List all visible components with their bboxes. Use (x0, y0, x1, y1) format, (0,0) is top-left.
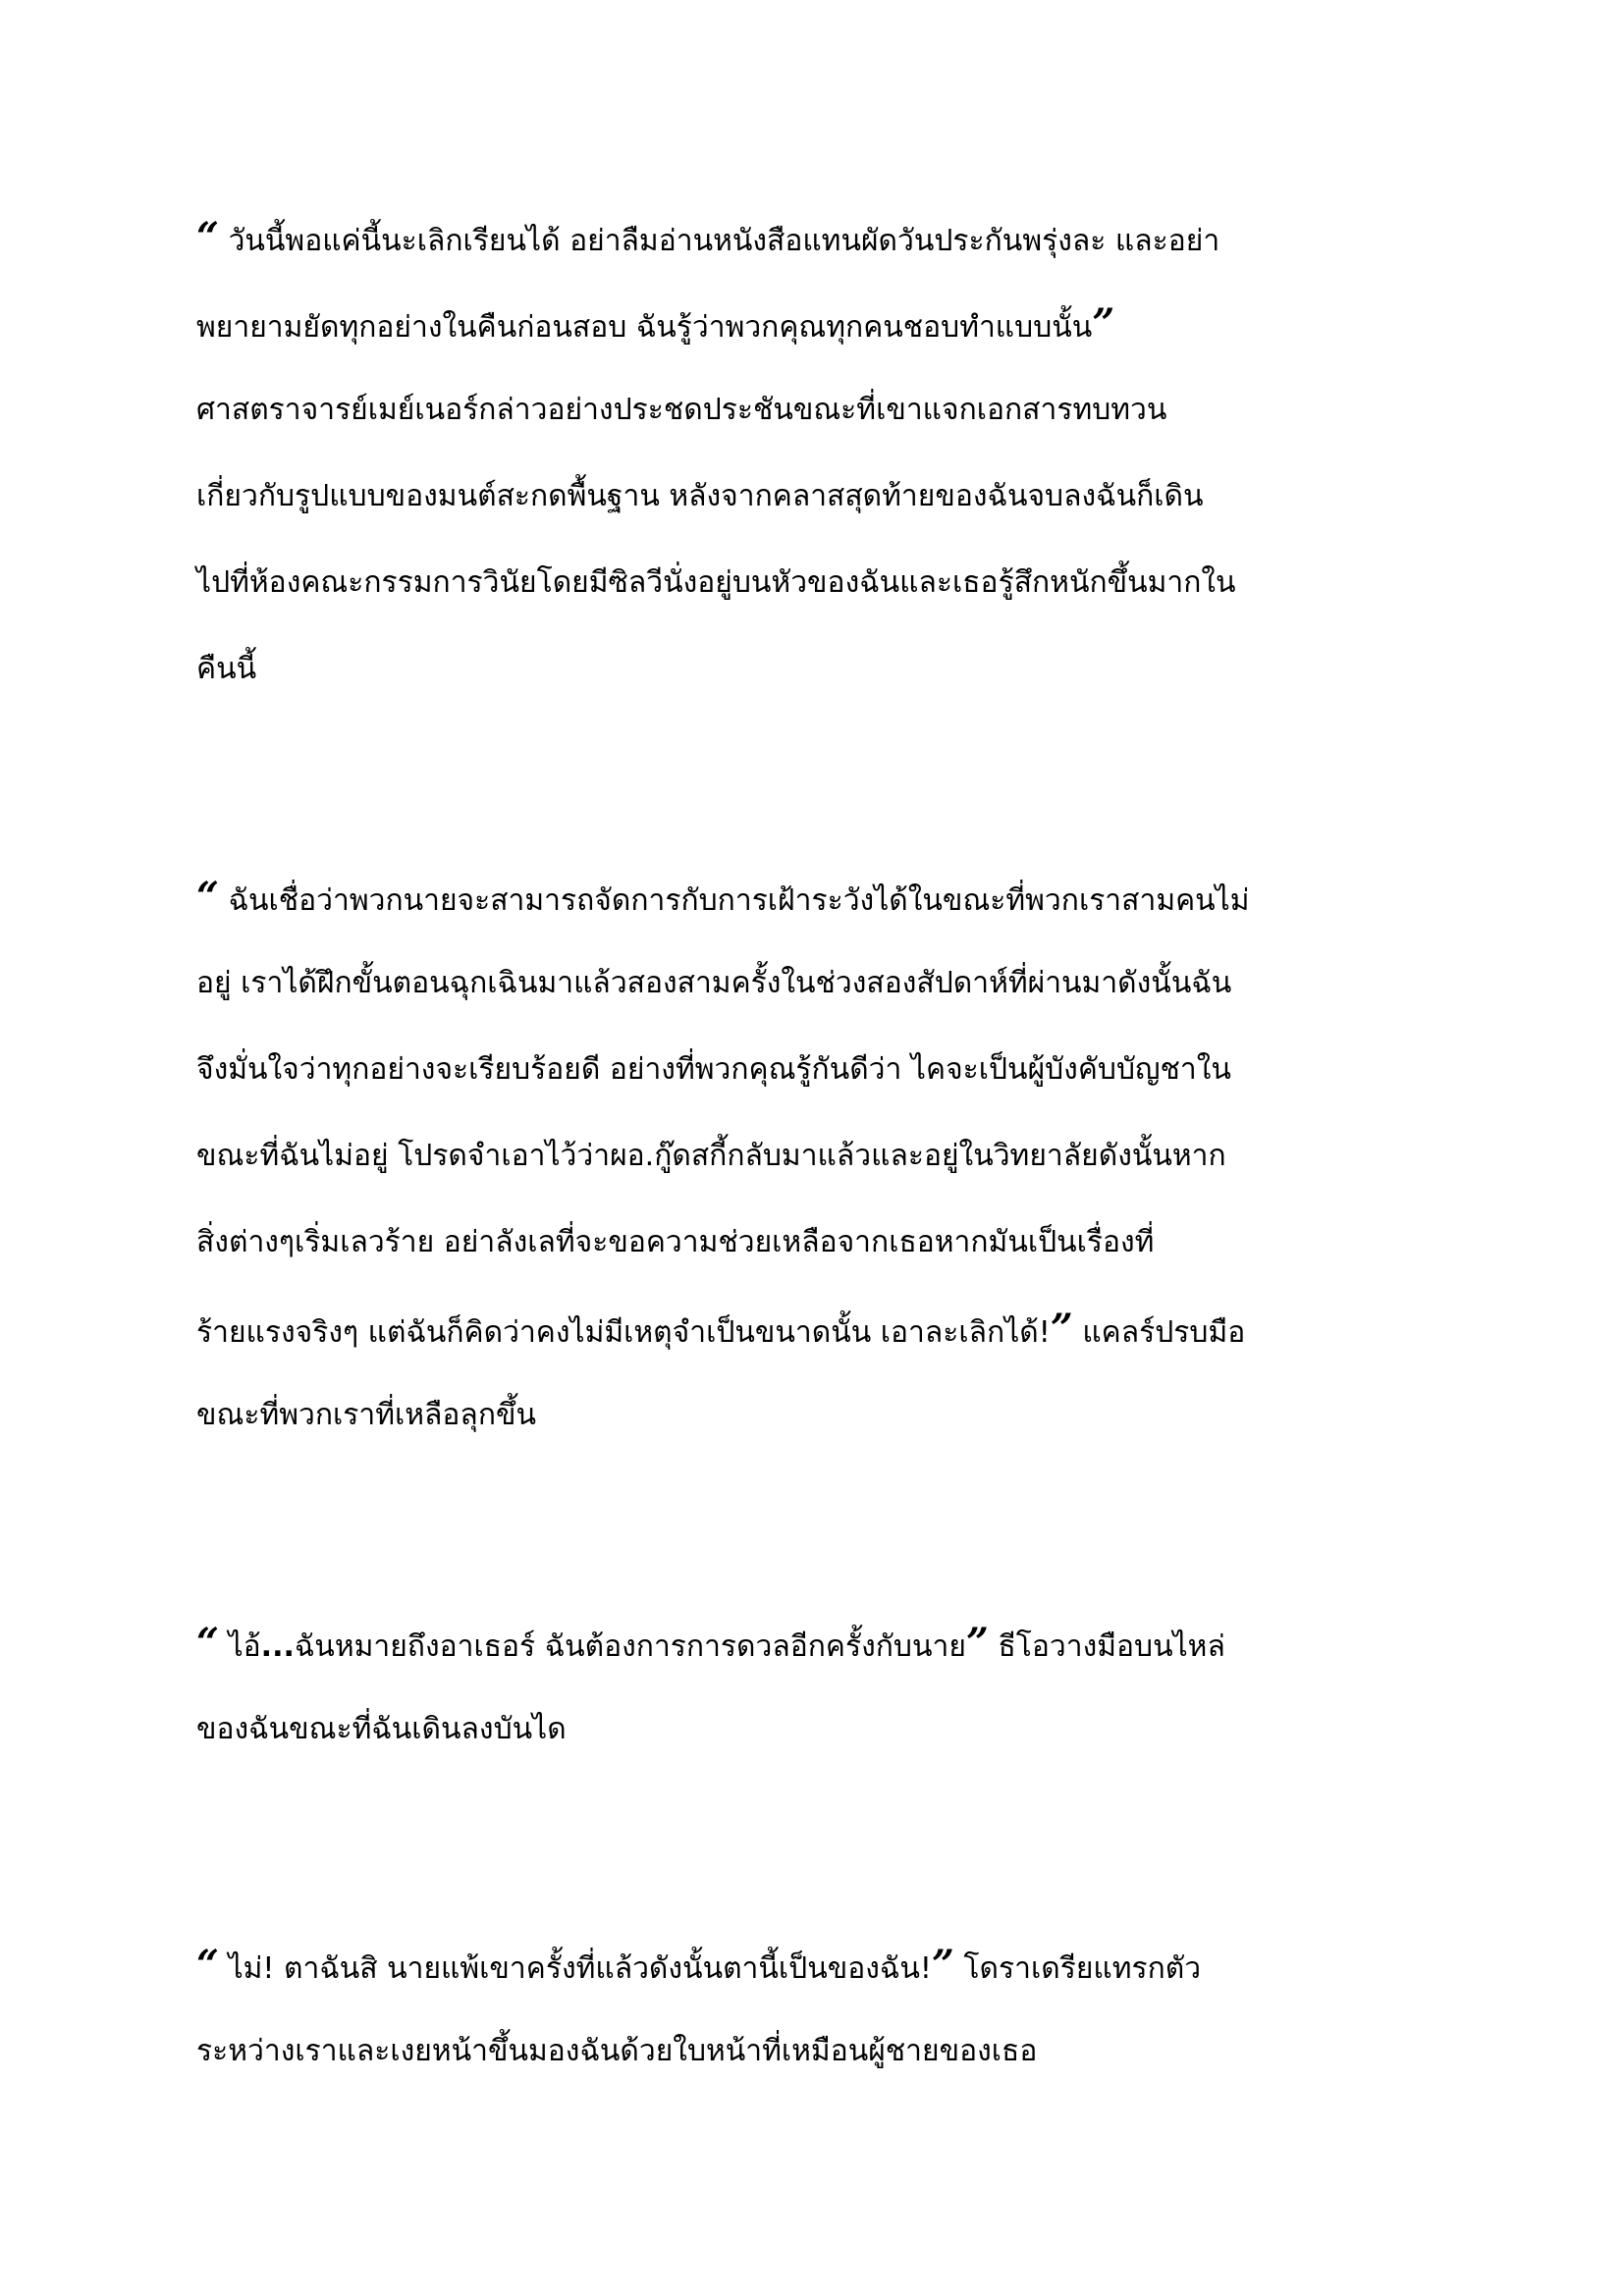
text-line (196, 854, 1443, 940)
text-line (196, 367, 1443, 454)
open-quote: “ (196, 1620, 220, 1666)
text-line (196, 1200, 1443, 1286)
line-text: ร้ายแรงจริงๆ แต่ฉันก็คิดว่าคงไม่มีเหตุจำเป็นขนาดนั้น เอาละเลิกได้! (196, 1315, 1051, 1350)
line-text: ไปที่ห้องคณะกรรมการวินัยโดยมีซิลวีนั่งอยู่บนหัวของฉันและเธอรู้สึกหนักขึ้นมากใน (196, 565, 1236, 600)
paragraph-4 (196, 1922, 1443, 2095)
ellipsis: ... (260, 1629, 295, 1664)
text-line (196, 2008, 1443, 2095)
close-quote: ” (931, 1942, 954, 1988)
open-quote: “ (196, 214, 220, 260)
line-text: ระหว่างเราและเงยหน้าขึ้นมองฉันด้วยใบหน้าที่เหมือนผู้ชายของเธอ (196, 2034, 1038, 2068)
line-text: ไม่! ตาฉันสิ นายแพ้เขาครั้งที่แล้วดังนั้นตานี้เป็นของฉัน! (228, 1951, 932, 1986)
close-quote: ” (1050, 1306, 1073, 1352)
text-line (196, 281, 1443, 367)
line-text: แคลร์ปรบมือ (1072, 1315, 1246, 1350)
text-line (196, 1286, 1443, 1372)
text-line (196, 1113, 1443, 1200)
line-text: ของฉันขณะที่ฉันเดินลงบันได (196, 1712, 567, 1746)
line-text: สิ่งต่างๆเริ่มเลวร้าย อย่าลังเลที่จะขอความช่วยเหลือจากเธอหากมันเป็นเรื่องที่ (196, 1225, 1155, 1259)
line-text: จึงมั่นใจว่าทุกอย่างจะเรียบร้อยดี อย่างที่พวกคุณรู้กันดีว่า ไคจะเป็นผู้บังคับบัญชาใน (196, 1052, 1231, 1087)
text-line (196, 1027, 1443, 1113)
paragraph-2 (196, 854, 1443, 1459)
line-text: ศาสตราจารย์เมย์เนอร์กล่าวอย่างประชดประชันขณะที่เขาแจกเอกสารทบทวน (196, 393, 1167, 427)
text-line (196, 194, 1443, 281)
line-text: ฉันหมายถึงอาเธอร์ ฉันต้องการการดวลอีกครั้งกับนาย (294, 1629, 966, 1664)
line-text: อยู่ เราได้ฝึกขั้นตอนฉุกเฉินมาแล้วสองสามครั้งในช่วงสองสัปดาห์ที่ผ่านมาดังนั้นฉัน (196, 966, 1232, 1000)
text-line (196, 540, 1443, 626)
paragraph-3 (196, 1600, 1443, 1773)
line-text: พยายามยัดทุกอย่างในคืนก่อนสอบ ฉันรู้ว่าพวกคุณทุกคนชอบทำแบบนั้น (196, 310, 1093, 345)
text-line (196, 1372, 1443, 1459)
open-quote: “ (196, 874, 220, 920)
line-text: ขณะที่พวกเราที่เหลือลุกขึ้น (196, 1398, 536, 1432)
text-line (196, 1686, 1443, 1773)
line-text: คืนนี้ (196, 652, 257, 686)
line-text: ธีโอวางมือบนไหล่ (988, 1629, 1225, 1664)
line-text: ฉันเชื่อว่าพวกนายจะสามารถจัดการกับการเฝ้าระวังได้ในขณะที่พวกเราสามคนไม่ (228, 883, 1250, 918)
open-quote: “ (196, 1942, 220, 1988)
line-text: โดราเดรียแทรกตัว (953, 1951, 1202, 1986)
line-text: ขณะที่ฉันไม่อยู่ โปรดจำเอาไว้ว่าผอ.กู๊ดสกี้กลับมาแล้วและอยู่ในวิทยาลัยดังนั้นหาก (196, 1139, 1226, 1173)
text-line (196, 626, 1443, 713)
close-quote: ” (1092, 300, 1115, 347)
line-text: วันนี้พอแค่นี้นะเลิกเรียนได้ อย่าลืมอ่านหนังสือแทนผัดวันประกันพรุ่งละ และอย่า (228, 224, 1220, 258)
paragraph-1 (196, 194, 1443, 713)
close-quote: ” (965, 1620, 989, 1666)
text-line (196, 454, 1443, 540)
line-text: ไอ้ (228, 1629, 261, 1664)
text-line (196, 1600, 1443, 1686)
line-text: เกี่ยวกับรูปแบบของมนต์สะกดพื้นฐาน หลังจากคลาสสุดท้ายของฉันจบลงฉันก็เดิน (196, 479, 1204, 513)
text-line (196, 1922, 1443, 2008)
text-line (196, 940, 1443, 1027)
